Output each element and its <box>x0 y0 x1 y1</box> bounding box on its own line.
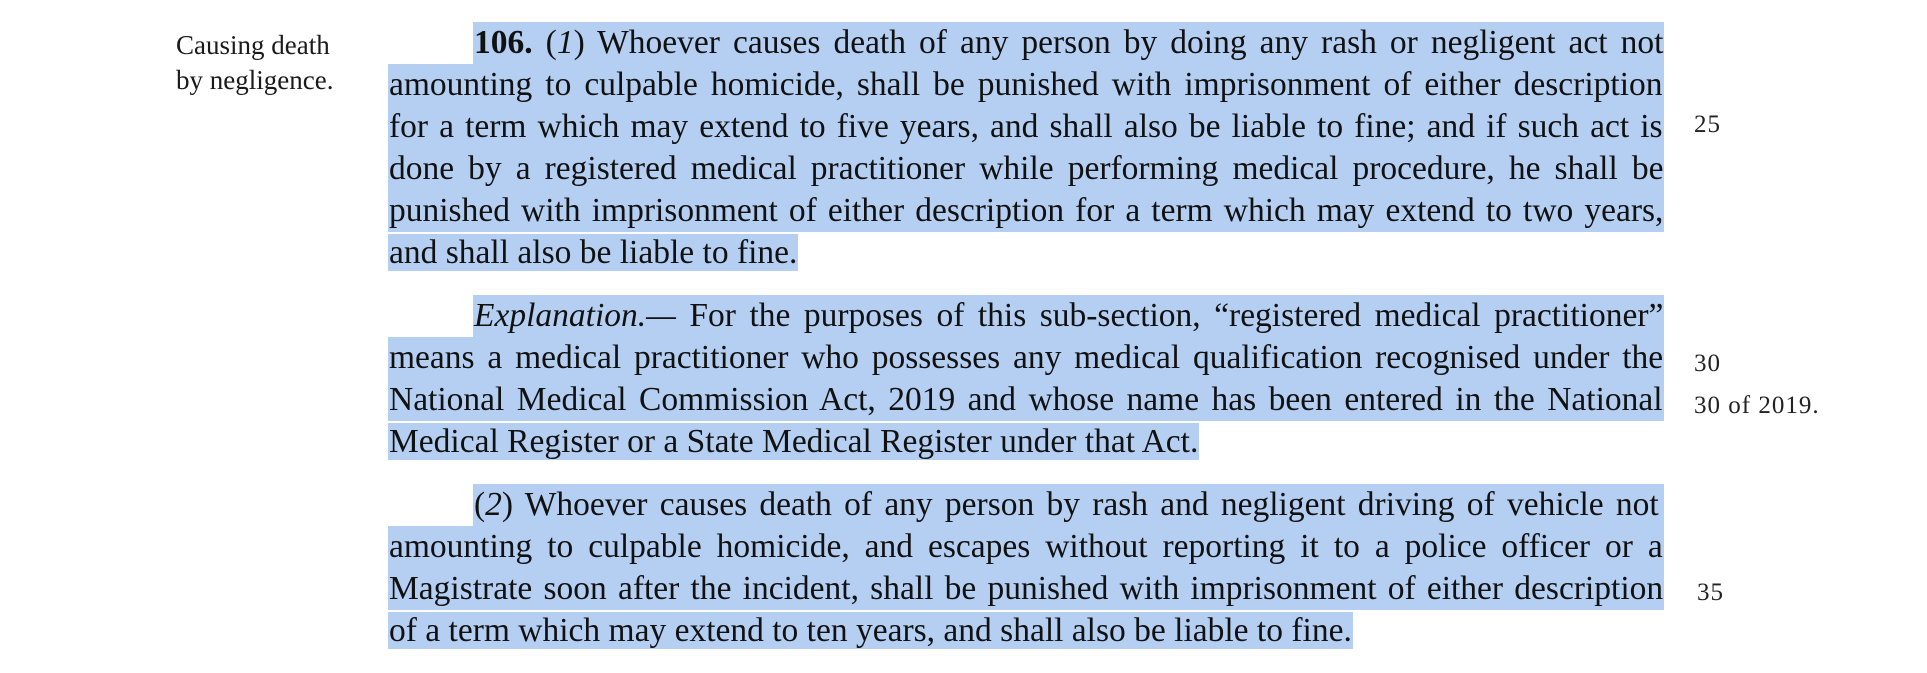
line-number-25: 25 <box>1694 111 1721 138</box>
section-body <box>388 22 1664 673</box>
sub-section-number: 2 <box>485 486 502 523</box>
explanation <box>388 295 1664 463</box>
text-line: done by a registered medical practitioner while performing medical procedure, he shall be <box>388 148 1664 190</box>
text-line: amounting to culpable homicide, and escapes without reporting it to a police officer or a <box>388 526 1664 568</box>
text-line: means a medical practitioner who possesses any medical qualification recognised under the <box>388 337 1664 379</box>
marginal-heading-line-1: Causing death <box>176 30 330 60</box>
sub-section-1 <box>388 22 1664 274</box>
marginal-heading-line-2: by negligence. <box>176 65 334 95</box>
text-line: Explanation.— For the purposes of this sub-section, “registered medical practitioner” <box>388 295 1664 337</box>
section-number: 106. <box>474 24 533 61</box>
text-line: for a term which may extend to five years, and shall also be liable to fine; and if such act is <box>388 106 1664 148</box>
text-line: National Medical Commission Act, 2019 and whose name has been entered in the National <box>388 379 1664 421</box>
text-line: Magistrate soon after the incident, shall be punished with imprisonment of either description <box>388 568 1664 610</box>
text-line: amounting to culpable homicide, shall be punished with imprisonment of either description <box>388 64 1664 106</box>
marginal-heading <box>176 28 356 98</box>
text-line: (2) Whoever causes death of any person by rash and negligent driving of vehicle not <box>388 484 1664 526</box>
line-number-30: 30 <box>1694 350 1721 377</box>
act-reference: 30 of 2019. <box>1694 392 1820 419</box>
sub-section-2 <box>388 484 1664 652</box>
text-line: of a term which may extend to ten years, and shall also be liable to fine. <box>389 612 1352 649</box>
text-line: punished with imprisonment of either description for a term which may extend to two years, <box>388 190 1664 232</box>
text-line: 106. (1) Whoever causes death of any person by doing any rash or negligent act not <box>388 22 1664 64</box>
sub-section-number: 1 <box>556 24 574 61</box>
explanation-label: Explanation.— <box>474 297 676 334</box>
line-number-35: 35 <box>1697 579 1724 606</box>
text-line: Medical Register or a State Medical Register under that Act. <box>389 423 1199 460</box>
text-line: and shall also be liable to fine. <box>389 234 798 271</box>
